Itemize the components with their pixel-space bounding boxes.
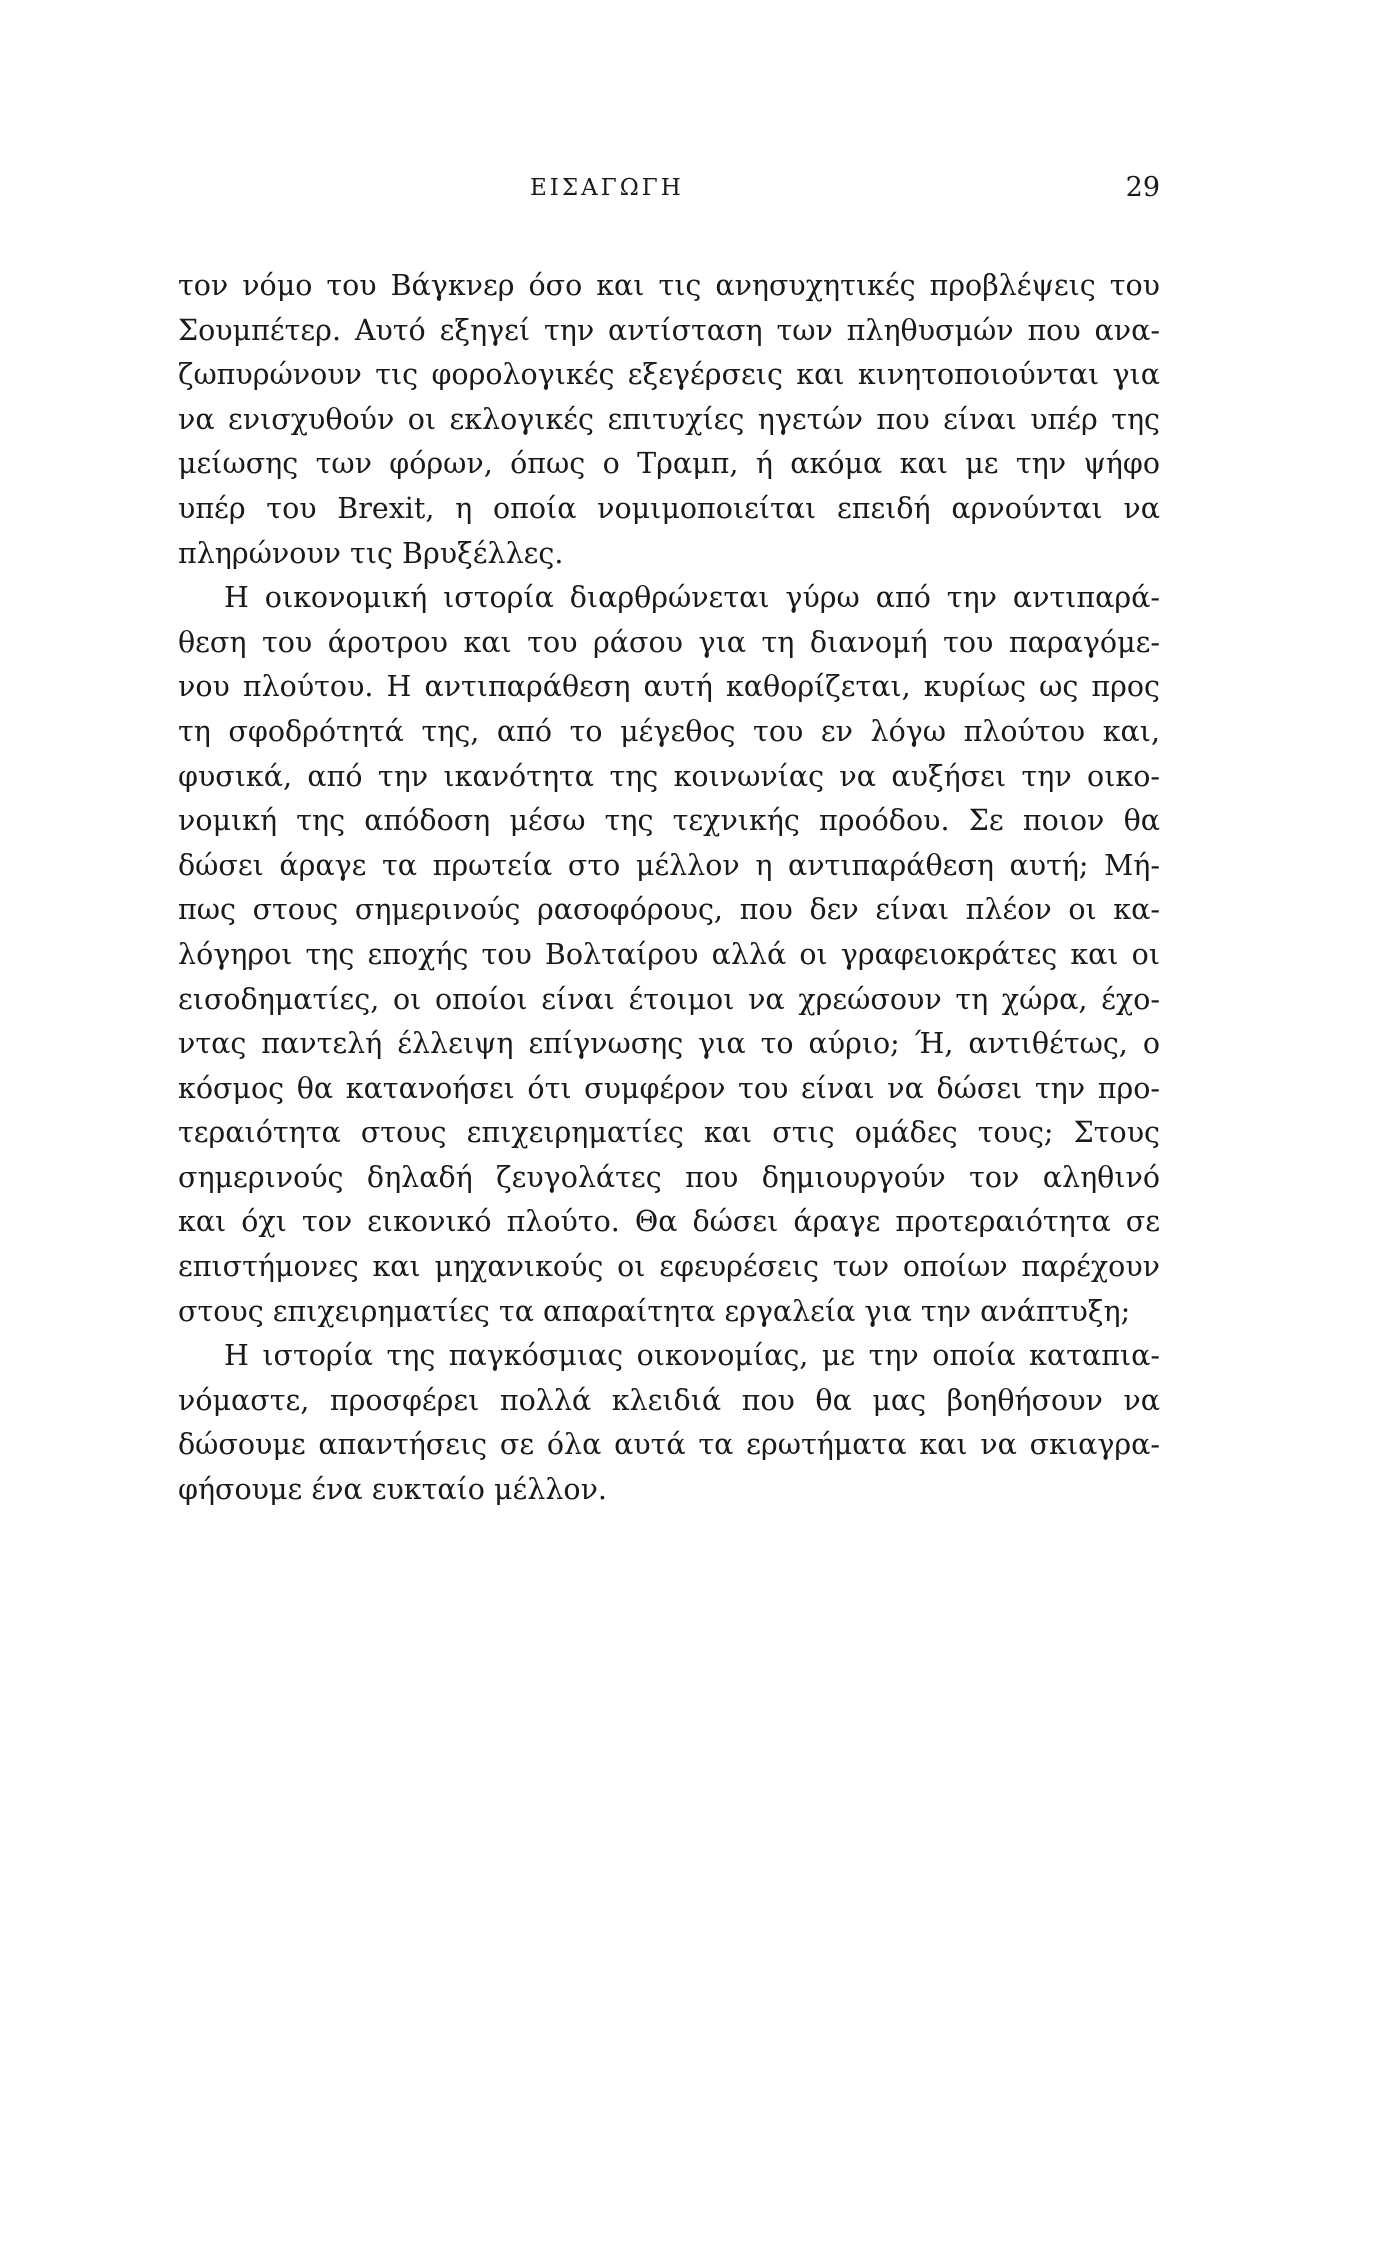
text-line: πως στους σημερινούς ρασοφόρους, που δεν είναι πλέον οι κα- bbox=[178, 893, 1160, 927]
text-line: ζωπυρώνουν τις φορολογικές εξεγέρσεις και κινητοποιούνται για bbox=[178, 358, 1160, 392]
body-text bbox=[178, 264, 1160, 1513]
text-line: Η οικονομική ιστορία διαρθρώνεται γύρω από την αντιπαρά- bbox=[224, 581, 1160, 615]
text-line: νου πλούτου. Η αντιπαράθεση αυτή καθορίζεται, κυρίως ως προς bbox=[178, 670, 1160, 704]
text-line: τεραιότητα στους επιχειρηματίες και στις ομάδες τους; Στους bbox=[178, 1116, 1160, 1150]
text-line: υπέρ του Brexit, η οποία νομιμοποιείται επειδή αρνούνται να bbox=[178, 491, 1160, 525]
running-title: ΕΙΣΑΓΩΓΗ bbox=[530, 175, 684, 201]
text-line: Σουμπέτερ. Αυτό εξηγεί την αντίσταση των πληθυσμών που ανα- bbox=[178, 313, 1160, 347]
text-line: στους επιχειρηματίες τα απαραίτητα εργαλεία για την ανάπτυξη; bbox=[178, 1294, 1131, 1328]
text-line: να ενισχυθούν οι εκλογικές επιτυχίες ηγετών που είναι υπέρ της bbox=[178, 402, 1160, 436]
text-line: τη σφοδρότητά της, από το μέγεθος του εν λόγω πλούτου και, bbox=[178, 714, 1160, 748]
text-line: φυσικά, από την ικανότητα της κοινωνίας να αυξήσει την οικο- bbox=[178, 759, 1160, 793]
text-line: και όχι τον εικονικό πλούτο. Θα δώσει άραγε προτεραιότητα σε bbox=[178, 1205, 1160, 1239]
paragraph-2 bbox=[178, 576, 1160, 1334]
page-number: 29 bbox=[1125, 172, 1160, 203]
text-line: φήσουμε ένα ευκταίο μέλλον. bbox=[178, 1473, 607, 1507]
text-line: νομική της απόδοση μέσω της τεχνικής προόδου. Σε ποιον θα bbox=[178, 804, 1160, 838]
text-line: σημερινούς δηλαδή ζευγολάτες που δημιουργούν τον αληθινό bbox=[178, 1160, 1160, 1194]
text-line: δώσει άραγε τα πρωτεία στο μέλλον η αντιπαράθεση αυτή; Μή- bbox=[178, 848, 1160, 882]
text-line: κόσμος θα κατανοήσει ότι συμφέρον του είναι να δώσει την προ- bbox=[178, 1071, 1160, 1105]
text-line: λόγηροι της εποχής του Βολταίρου αλλά οι γραφειοκράτες και οι bbox=[178, 937, 1160, 971]
running-header bbox=[178, 170, 1160, 210]
text-line: πληρώνουν τις Βρυξέλλες. bbox=[178, 536, 564, 570]
text-line: δώσουμε απαντήσεις σε όλα αυτά τα ερωτήματα και να σκιαγρα- bbox=[178, 1428, 1160, 1462]
text-line: νόμαστε, προσφέρει πολλά κλειδιά που θα μας βοηθήσουν να bbox=[178, 1383, 1160, 1417]
text-line: Η ιστορία της παγκόσμιας οικονομίας, με την οποία καταπια- bbox=[224, 1339, 1160, 1373]
text-line: επιστήμονες και μηχανικούς οι εφευρέσεις των οποίων παρέχουν bbox=[178, 1250, 1160, 1284]
text-line: εισοδηματίες, οι οποίοι είναι έτοιμοι να χρεώσουν τη χώρα, έχο- bbox=[178, 982, 1160, 1016]
text-line: ντας παντελή έλλειψη επίγνωσης για το αύριο; Ή, αντιθέτως, ο bbox=[178, 1027, 1160, 1061]
text-line: τον νόμο του Βάγκνερ όσο και τις ανησυχητικές προβλέψεις του bbox=[178, 269, 1160, 302]
text-line: θεση του άροτρου και του ράσου για τη διανομή του παραγόμε- bbox=[178, 625, 1160, 659]
paragraph-3 bbox=[178, 1334, 1160, 1512]
paragraph-1 bbox=[178, 264, 1160, 576]
text-line: μείωσης των φόρων, όπως ο Τραμπ, ή ακόμα και με την ψήφο bbox=[178, 447, 1160, 481]
